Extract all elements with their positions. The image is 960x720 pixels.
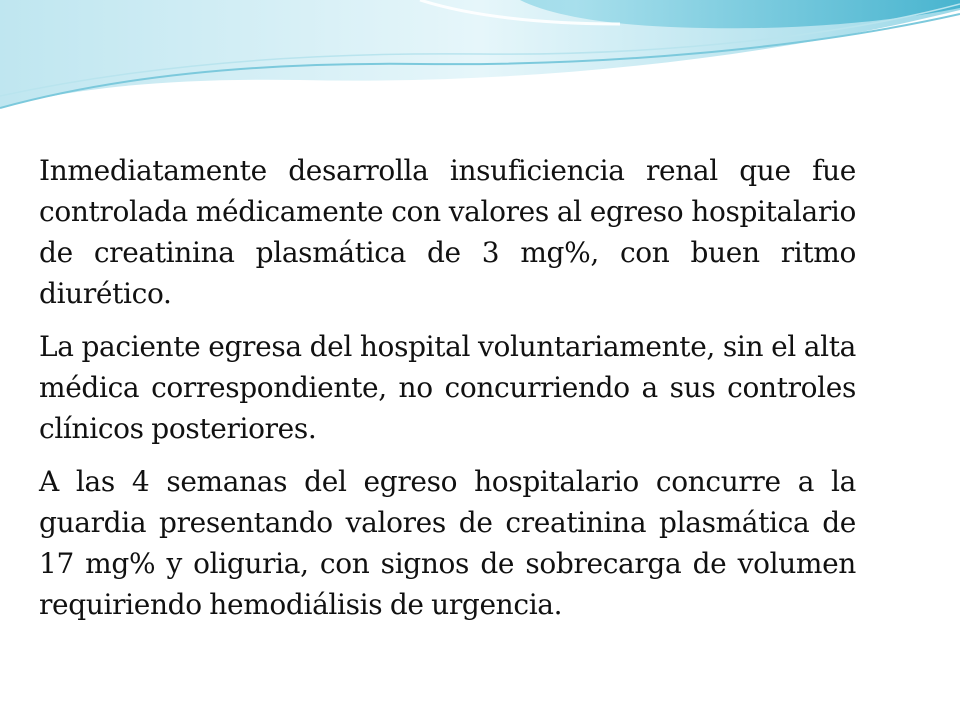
paragraph-emergency-hemodialysis: A las 4 semanas del egreso hospitalario concurre a la guardia presentando valores de creatinina plasmática de 17 mg% y oliguria, con signos de sobrecarga de volumen requiriendo hemodiálisis de urgencia. (39, 465, 856, 621)
paragraph-voluntary-discharge: La paciente egresa del hospital voluntariamente, sin el alta médica correspondiente, no concurriendo a sus controles clínicos posteriores. (39, 330, 856, 445)
decorative-header-wave (0, 0, 960, 120)
slide-body (39, 150, 856, 637)
paragraph-renal-failure: Inmediatamente desarrolla insuficiencia renal que fue controlada médicamente con valores al egreso hospitalario de creatinina plasmática de 3 mg%, con buen ritmo diurético. (39, 154, 856, 310)
